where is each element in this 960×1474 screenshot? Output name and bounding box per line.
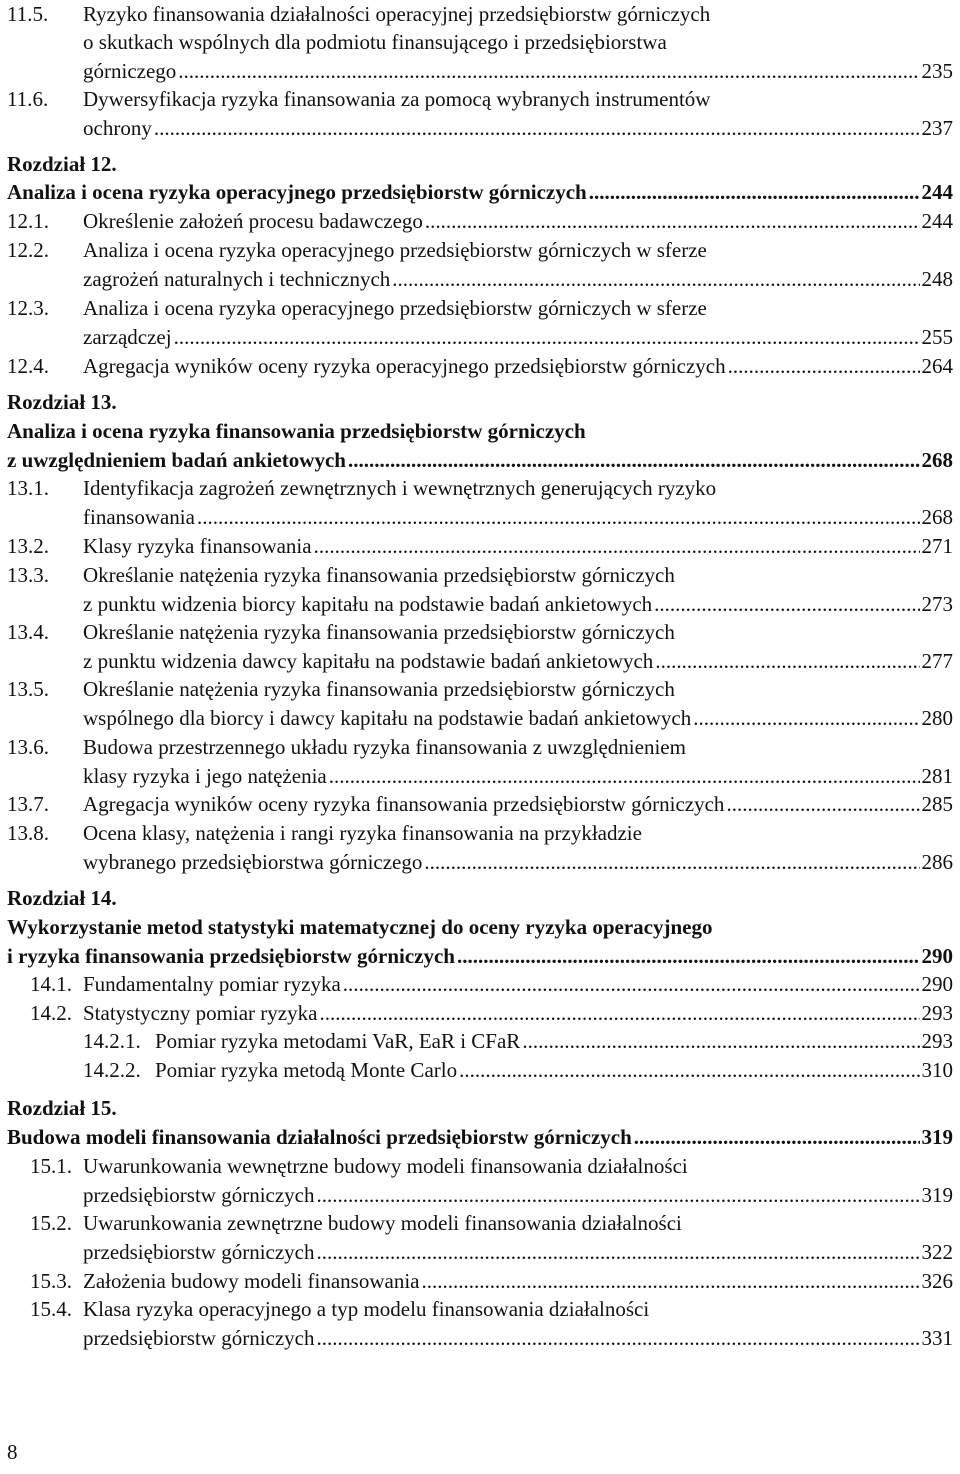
entry-number: 14.2.1. [83,1029,141,1053]
dot-leader [319,999,919,1028]
entry-title-line: Ocena klasy, natężenia i rangi ryzyka finansowania na przykładzie [83,821,642,845]
chapter-label: Rozdział 13. [7,390,117,414]
chapter-page: 290 [921,944,953,968]
entry-page: 255 [921,325,953,349]
entry-title-line: z punktu widzenia dawcy kapitału na podstawie badań ankietowych [83,649,654,673]
chapter-label: Rozdział 15. [7,1096,117,1120]
entry-page: 235 [921,59,953,83]
entry-title-line: Agregacja wyników oceny ryzyka operacyjnego przedsiębiorstw górniczych [83,354,726,378]
entry-title-line: Określanie natężenia ryzyka finansowania przedsiębiorstw górniczych [83,677,675,701]
chapter-title: Budowa modeli finansowania działalności przedsiębiorstw górniczych [7,1125,632,1149]
entry-page: 331 [921,1326,953,1350]
entry-page: 264 [921,354,953,378]
dot-leader [317,1238,920,1267]
dot-leader [197,503,920,532]
entry-number: 13.3. [7,563,49,587]
entry-title-line: Analiza i ocena ryzyka operacyjnego przedsiębiorstw górniczych w sferze [83,238,707,262]
dot-leader [726,790,919,819]
entry-title-line: Uwarunkowania wewnętrzne budowy modeli finansowania działalności [83,1154,688,1178]
entry-page: 293 [921,1029,953,1053]
entry-title-line: Identyfikacja zagrożeń zewnętrznych i wewnętrznych generujących ryzyko [83,476,717,500]
entry-title-line: przedsiębiorstw górniczych [83,1240,315,1264]
entry-title-line: górniczego [83,59,177,83]
entry-title-line: Klasa ryzyka operacyjnego a typ modelu finansowania działalności [83,1297,650,1321]
entry-title-line: Określenie założeń procesu badawczego [83,209,423,233]
chapter-title: i ryzyka finansowania przedsiębiorstw górniczych [7,944,455,968]
page-number: 8 [7,1440,18,1464]
entry-page: 280 [921,706,953,730]
entry-number: 12.2. [7,238,49,262]
entry-page: 281 [921,764,953,788]
entry-title-line: zagrożeń naturalnych i technicznych [83,267,391,291]
entry-page: 286 [921,850,953,874]
dot-leader [348,446,920,475]
entry-title-line: wspólnego dla biorcy i dawcy kapitału na podstawie badań ankietowych [83,706,692,730]
dot-leader [314,532,920,561]
entry-number: 12.1. [7,209,49,233]
entry-number: 15.3. [30,1269,72,1293]
entry-title-line: Pomiar ryzyka metodą Monte Carlo [155,1058,458,1082]
chapter-label: Rozdział 12. [7,152,117,176]
chapter-title: z uwzględnieniem badań ankietowych [7,448,346,472]
dot-leader [174,323,920,352]
chapter-page: 319 [921,1125,953,1149]
dot-leader [728,352,920,381]
dot-leader [421,1267,919,1296]
entry-title-line: Dywersyfikacja ryzyka finansowania za pomocą wybranych instrumentów [83,87,711,111]
dot-leader [522,1027,919,1056]
entry-page: 248 [921,267,953,291]
dot-leader [343,970,920,999]
dot-leader [457,942,920,971]
entry-title-line: Klasy ryzyka finansowania [83,534,312,558]
entry-number: 14.1. [30,972,72,996]
dot-leader [425,207,920,236]
entry-title-line: o skutkach wspólnych dla podmiotu finansującego i przedsiębiorstwa [83,30,667,54]
dot-leader [655,647,919,676]
dot-leader [424,848,919,877]
chapter-title: Analiza i ocena ryzyka finansowania przedsiębiorstw górniczych [7,419,586,443]
entry-title-line: Założenia budowy modeli finansowania [83,1269,420,1293]
entry-title-line: ochrony [83,116,152,140]
entry-number: 13.7. [7,792,49,816]
entry-number: 15.1. [30,1154,72,1178]
dot-leader [317,1181,920,1210]
entry-number: 15.4. [30,1297,72,1321]
entry-number: 13.4. [7,620,49,644]
entry-page: 293 [921,1001,953,1025]
dot-leader [329,762,920,791]
dot-leader [392,265,919,294]
entry-title-line: z punktu widzenia biorcy kapitału na podstawie badań ankietowych [83,592,653,616]
entry-number: 15.2. [30,1211,72,1235]
entry-page: 244 [921,209,953,233]
entry-number: 13.2. [7,534,49,558]
entry-page: 271 [921,534,953,558]
entry-number: 13.5. [7,677,49,701]
entry-title-line: przedsiębiorstw górniczych [83,1326,315,1350]
entry-title-line: Określanie natężenia ryzyka finansowania przedsiębiorstw górniczych [83,563,675,587]
entry-title-line: Fundamentalny pomiar ryzyka [83,972,341,996]
entry-number: 11.6. [7,87,49,111]
entry-page: 273 [921,592,953,616]
entry-number: 12.4. [7,354,49,378]
dot-leader [634,1123,920,1152]
entry-page: 285 [921,792,953,816]
chapter-page: 268 [921,448,953,472]
entry-title-line: przedsiębiorstw górniczych [83,1183,315,1207]
entry-number: 14.2.2. [83,1058,141,1082]
entry-title-line: Analiza i ocena ryzyka operacyjnego przedsiębiorstw górniczych w sferze [83,296,707,320]
entry-page: 326 [921,1269,953,1293]
entry-number: 12.3. [7,296,49,320]
entry-number: 13.1. [7,476,49,500]
entry-title-line: finansowania [83,505,195,529]
chapter-label: Rozdział 14. [7,886,117,910]
dot-leader [589,178,920,207]
dot-leader [693,704,919,733]
chapter-title: Analiza i ocena ryzyka operacyjnego przedsiębiorstw górniczych [7,180,587,204]
entry-title-line: Określanie natężenia ryzyka finansowania przedsiębiorstw górniczych [83,620,675,644]
entry-title-line: Statystyczny pomiar ryzyka [83,1001,318,1025]
entry-title-line: wybranego przedsiębiorstwa górniczego [83,850,423,874]
entry-page: 290 [921,972,953,996]
entry-title-line: Pomiar ryzyka metodami VaR, EaR i CFaR [155,1029,521,1053]
dot-leader [317,1324,920,1353]
dot-leader [154,114,920,143]
entry-number: 13.6. [7,735,49,759]
entry-page: 319 [921,1183,953,1207]
chapter-page: 244 [921,180,953,204]
entry-title-line: zarządczej [83,325,172,349]
entry-number: 14.2. [30,1001,72,1025]
dot-leader [654,590,919,619]
entry-title-line: Ryzyko finansowania działalności operacyjnej przedsiębiorstw górniczych [83,2,711,26]
entry-page: 268 [921,505,953,529]
entry-title-line: klasy ryzyka i jego natężenia [83,764,327,788]
entry-page: 277 [921,649,953,673]
entry-title-line: Uwarunkowania zewnętrzne budowy modeli finansowania działalności [83,1211,682,1235]
entry-page: 237 [921,116,953,140]
entry-title-line: Agregacja wyników oceny ryzyka finansowania przedsiębiorstw górniczych [83,792,725,816]
dot-leader [178,57,919,86]
chapter-title: Wykorzystanie metod statystyki matematycznej do oceny ryzyka operacyjnego [7,915,713,939]
dot-leader [459,1056,919,1085]
entry-page: 310 [921,1058,953,1082]
entry-title-line: Budowa przestrzennego układu ryzyka finansowania z uwzględnieniem [83,735,686,759]
entry-number: 13.8. [7,821,49,845]
entry-number: 11.5. [7,2,49,26]
entry-page: 322 [921,1240,953,1264]
